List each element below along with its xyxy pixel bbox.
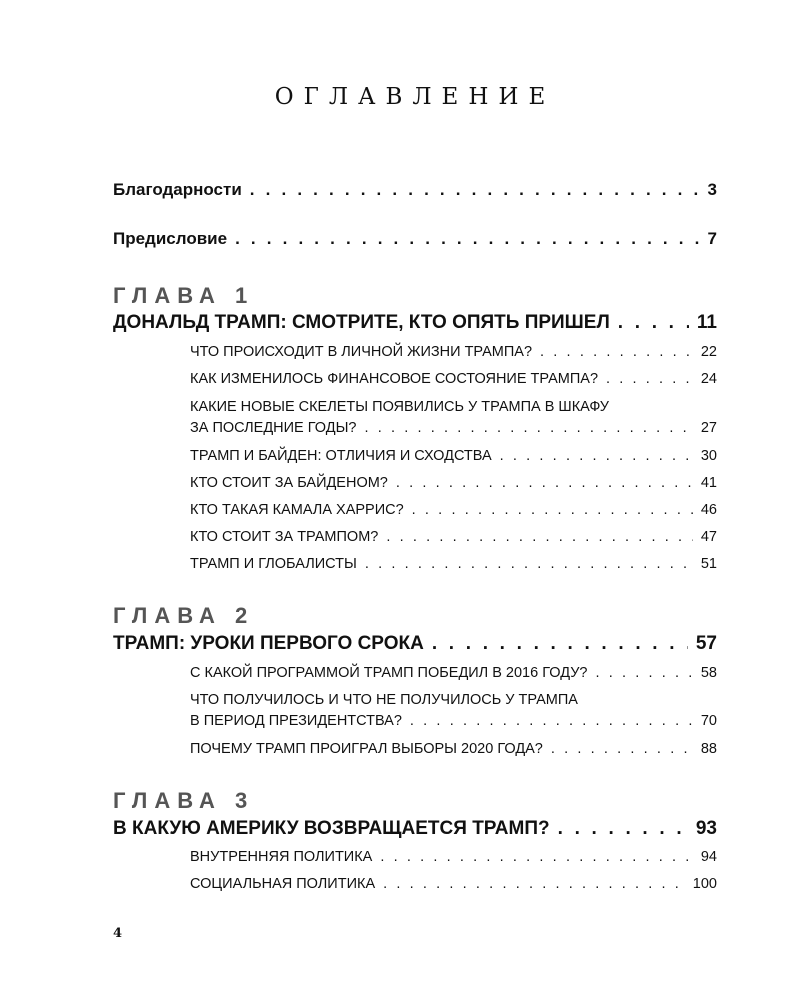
section-page: 88 xyxy=(700,741,717,757)
dot-leader xyxy=(432,633,688,655)
section-label: ПОЧЕМУ ТРАМП ПРОИГРАЛ ВЫБОРЫ 2020 ГОДА? xyxy=(190,741,543,757)
section-label: В ПЕРИОД ПРЕЗИДЕНТСТВА? xyxy=(190,713,402,729)
section-page: 22 xyxy=(700,344,717,360)
chapter-title-entry[interactable] xyxy=(113,312,717,334)
section-page: 51 xyxy=(700,556,717,572)
entry-page: 7 xyxy=(707,229,717,248)
dot-leader xyxy=(235,229,699,249)
page-number: 4 xyxy=(113,926,123,941)
section-entry[interactable] xyxy=(190,665,717,681)
section-entry[interactable] xyxy=(190,876,717,892)
chapter-label: ГЛАВА 1 xyxy=(113,283,255,308)
section-entry[interactable] xyxy=(190,713,717,729)
dot-leader xyxy=(380,849,693,865)
section-label: КТО ТАКАЯ КАМАЛА ХАРРИС? xyxy=(190,502,404,518)
section-label: КАК ИЗМЕНИЛОСЬ ФИНАНСОВОЕ СОСТОЯНИЕ ТРАМПА? xyxy=(190,371,599,387)
dot-leader xyxy=(595,665,692,681)
section-entry[interactable] xyxy=(190,475,717,491)
section-entry[interactable] xyxy=(190,502,717,518)
section-entry[interactable] xyxy=(190,448,717,464)
section-entry[interactable] xyxy=(190,371,717,387)
toc-heading: ОГЛАВЛЕНИЕ xyxy=(274,84,556,110)
section-label-line1: КАКИЕ НОВЫЕ СКЕЛЕТЫ ПОЯВИЛИСЬ У ТРАМПА В ШКАФУ xyxy=(190,399,609,415)
toc-entry-acknowledgements[interactable] xyxy=(113,180,717,200)
dot-leader xyxy=(606,371,693,387)
section-label-line1: ЧТО ПОЛУЧИЛОСЬ И ЧТО НЕ ПОЛУЧИЛОСЬ У ТРАМПА xyxy=(190,692,578,708)
section-label: ТРАМП И ГЛОБАЛИСТЫ xyxy=(190,556,357,572)
section-page: 70 xyxy=(700,713,717,729)
section-label: СОЦИАЛЬНАЯ ПОЛИТИКА xyxy=(190,876,376,892)
section-entry[interactable] xyxy=(190,344,717,360)
section-page: 58 xyxy=(700,665,717,681)
dot-leader xyxy=(500,448,693,464)
section-label: ТРАМП И БАЙДЕН: ОТЛИЧИЯ И СХОДСТВА xyxy=(190,448,492,464)
section-entry[interactable] xyxy=(190,741,717,757)
dot-leader xyxy=(364,420,692,436)
chapter-label: ГЛАВА 2 xyxy=(113,603,255,628)
entry-label: Благодарности xyxy=(113,180,242,199)
entry-label: Предисловие xyxy=(113,229,228,248)
entry-page: 3 xyxy=(707,180,717,199)
section-page: 24 xyxy=(700,371,717,387)
section-label: КТО СТОИТ ЗА ТРАМПОМ? xyxy=(190,529,379,545)
section-page: 41 xyxy=(700,475,717,491)
dot-leader xyxy=(250,180,700,200)
dot-leader xyxy=(396,475,693,491)
section-page: 30 xyxy=(700,448,717,464)
section-label: ЧТО ПРОИСХОДИТ В ЛИЧНОЙ ЖИЗНИ ТРАМПА? xyxy=(190,344,533,360)
chapter-title-entry[interactable] xyxy=(113,818,717,840)
chapter-title: ТРАМП: УРОКИ ПЕРВОГО СРОКА xyxy=(113,633,424,654)
section-label: ВНУТРЕННЯЯ ПОЛИТИКА xyxy=(190,849,373,865)
section-entry[interactable] xyxy=(190,849,717,865)
section-label: ЗА ПОСЛЕДНИЕ ГОДЫ? xyxy=(190,420,357,436)
section-page: 46 xyxy=(700,502,717,518)
chapter-page: 57 xyxy=(695,633,717,654)
chapter-label: ГЛАВА 3 xyxy=(113,788,255,813)
chapter-page: 93 xyxy=(695,818,717,839)
section-entry[interactable] xyxy=(190,420,717,436)
section-page: 100 xyxy=(692,876,717,892)
section-label: С КАКОЙ ПРОГРАММОЙ ТРАМП ПОБЕДИЛ В 2016 ГОДУ? xyxy=(190,665,588,681)
section-entry[interactable] xyxy=(190,556,717,572)
section-entry[interactable] xyxy=(190,529,717,545)
dot-leader xyxy=(551,741,693,757)
dot-leader xyxy=(412,502,693,518)
dot-leader xyxy=(383,876,685,892)
section-page: 94 xyxy=(700,849,717,865)
section-page: 47 xyxy=(700,529,717,545)
chapter-title-entry[interactable] xyxy=(113,633,717,655)
dot-leader xyxy=(365,556,693,572)
toc-entry-preface[interactable] xyxy=(113,229,717,249)
chapter-title: В КАКУЮ АМЕРИКУ ВОЗВРАЩАЕТСЯ ТРАМП? xyxy=(113,818,550,839)
dot-leader xyxy=(410,713,693,729)
chapter-title: ДОНАЛЬД ТРАМП: СМОТРИТЕ, КТО ОПЯТЬ ПРИШЕЛ xyxy=(113,312,610,333)
section-page: 27 xyxy=(700,420,717,436)
dot-leader xyxy=(386,529,693,545)
dot-leader xyxy=(558,818,688,840)
dot-leader xyxy=(618,312,689,334)
section-label: КТО СТОИТ ЗА БАЙДЕНОМ? xyxy=(190,475,388,491)
chapter-page: 11 xyxy=(696,312,717,333)
dot-leader xyxy=(540,344,693,360)
